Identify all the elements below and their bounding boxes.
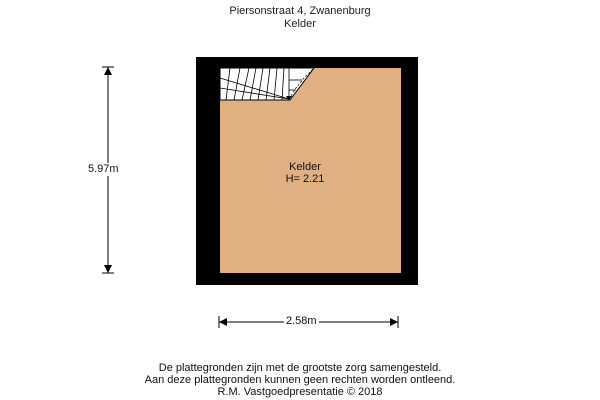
horizontal-dimension-label: 2.58m bbox=[286, 315, 317, 327]
plan-floor-title: Kelder bbox=[284, 18, 316, 30]
disclaimer-line-1: De plattegronden zijn met de grootste zorg samengesteld. bbox=[158, 362, 442, 374]
vertical-dimension-label: 5.97m bbox=[88, 163, 119, 175]
room-height: H= 2.21 bbox=[285, 173, 325, 185]
room-name: Kelder bbox=[289, 161, 321, 173]
disclaimer-line-2: Aan deze plattegronden kunnen geen rechten worden ontleend. bbox=[144, 374, 456, 386]
plan-address: Piersonstraat 4, Zwanenburg bbox=[229, 5, 371, 17]
copyright-line: R.M. Vastgoedpresentatie © 2018 bbox=[217, 386, 383, 398]
